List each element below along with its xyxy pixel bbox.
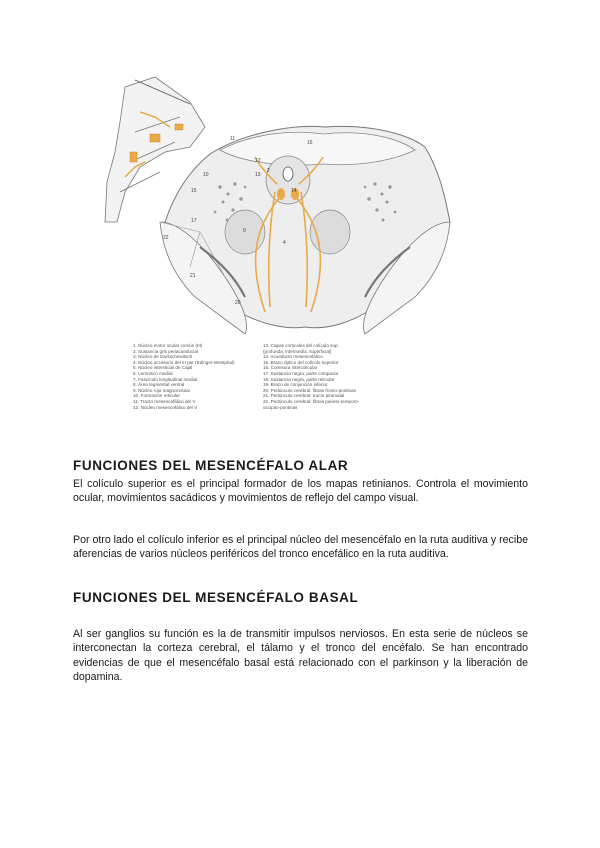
label-17: 17	[191, 218, 197, 224]
legend-entry: 1. Núcleo motor ocular común (III)	[133, 343, 203, 348]
section-heading-alar: FUNCIONES DEL MESENCÉFALO ALAR	[73, 458, 349, 473]
label-16: 16	[307, 140, 313, 146]
legend-entry: 3. Núcleo de Darkschewitsch	[133, 354, 193, 360]
legend-entry: (profunda, intermedia, superficial)	[263, 348, 332, 354]
paragraph-alar-1: El colículo superior es el principal formador de los mapas retinianos. Controla el movimiento ocular, movimientos sacádicos y movimientos de reflejo del campo visual.	[73, 478, 528, 505]
paragraph-basal-1: Al ser ganglios su función es la de transmitir impulsos nerviosos. En esta serie de núcleos se interconectan la corteza cerebral, el tálamo y el tronco del encéfalo. Se han encontrado evidencias de que el mesencéfalo basal está relacionado con el parkinson y la liberación de dopamina.	[73, 628, 528, 684]
legend-entry: 20. Pedúnculo cerebral: fibras fronto-pontinas	[263, 387, 356, 393]
label-15: 15	[191, 188, 197, 194]
label-2: 2	[267, 168, 270, 174]
aqueduct	[283, 167, 293, 181]
label-13: 13	[255, 172, 261, 178]
legend-entry: 13. Capas corticales del colículo sup.	[263, 343, 339, 348]
label-9: 9	[243, 228, 246, 234]
legend-entry: 21. Pedúnculo cerebral: tracto piramidal	[263, 393, 345, 399]
figure-legend-left	[133, 343, 235, 410]
legend-entry: 12. Núcleo mesencefálico del V	[133, 404, 198, 410]
label-14: 14	[291, 188, 297, 194]
legend-entry: 4. Núcleo accesorio del III par (Edinger-Westphal)	[133, 359, 235, 365]
legend-entry: 15. Brazo óptico del colículo superior	[263, 359, 339, 365]
label-10: 10	[203, 172, 209, 178]
label-22: 22	[163, 235, 169, 241]
legend-entry: 16. Comisura intercolicular	[263, 365, 318, 371]
legend-entry: 8. Área tegmental ventral	[133, 382, 185, 388]
paragraph-alar-2: Por otro lado el colículo inferior es el principal núcleo del mesencéfalo en la ruta auditiva y recibe aferencias de varios núcleos periféricos del tronco encefálico en la ruta auditiva.	[73, 534, 528, 561]
section-heading-basal: FUNCIONES DEL MESENCÉFALO BASAL	[73, 590, 359, 605]
legend-entry: 17. Sustancia negra, parte compacta	[263, 370, 339, 376]
legend-entry: 5. Núcleo intersticial de Cajal	[133, 365, 193, 371]
legend-entry: 19. Brazo de conjunción inferior	[263, 382, 328, 388]
legend-entry: 22. Pedúnculo cerebral: fibras parieto-temporo-	[263, 398, 360, 404]
label-4: 4	[283, 240, 286, 246]
legend-entry: 2. Sustancia gris periacueductal	[133, 348, 199, 354]
label-21: 21	[190, 273, 196, 279]
label-20: 20	[235, 300, 241, 306]
legend-entry: 14. Acueducto mesencefálico	[263, 354, 323, 360]
label-12: 12	[255, 158, 261, 164]
legend-entry: 7. Fascículo longitudinal medial	[133, 376, 198, 382]
legend-entry: 10. Formación reticular	[133, 393, 180, 399]
legend-entry: 6. Lemnisco medial	[133, 370, 173, 376]
legend-entry: 11. Tracto mesencefálico del V	[133, 398, 196, 404]
label-11: 11	[230, 136, 236, 142]
legend-entry: occipito-pontinas	[263, 404, 298, 410]
figure-legend-right	[263, 343, 359, 410]
legend-entry: 18. Sustancia negra, parte reticular	[263, 376, 335, 382]
legend-entry: 9. Núcleo rojo magnocelular	[133, 387, 191, 393]
